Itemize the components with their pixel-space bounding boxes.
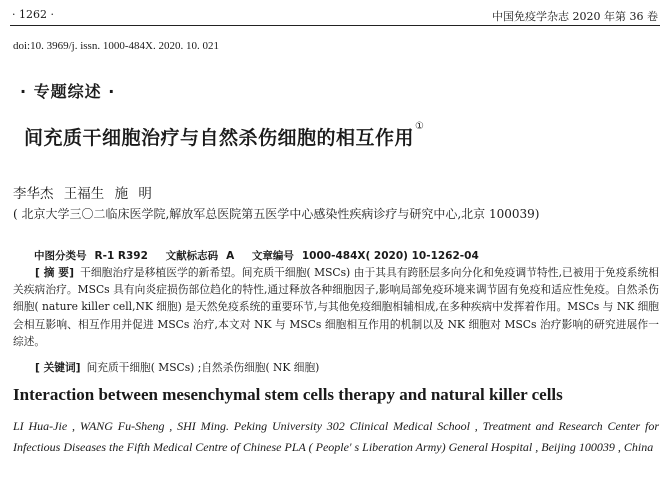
clc-value: R-1 R392: [94, 250, 148, 262]
article-title-text: 间充质干细胞治疗与自然杀伤细胞的相互作用: [24, 127, 415, 149]
doc-code-value: A: [226, 250, 235, 262]
affiliation: ( 北京大学三〇二临床医学院,解放军总医院第五医学中心感染性疾病诊疗与研究中心,北京 100039): [13, 207, 540, 221]
page-number: · 1262 ·: [12, 8, 54, 21]
authors: 李华杰 王福生 施 明: [13, 186, 152, 202]
keywords-text: 间充质干细胞( MSCs) ;自然杀伤细胞( NK 细胞): [86, 361, 320, 374]
journal-header: 中国免疫学杂志 2020 年第 36 卷: [492, 10, 658, 23]
abstract-label: [ 摘 要]: [35, 266, 74, 279]
article-no-label: 文章编号: [251, 250, 294, 262]
article-title: [24, 123, 424, 150]
section-label: · 专题综述 ·: [20, 82, 116, 101]
clc-label: 中图分类号: [34, 250, 87, 262]
article-no-value: 1000-484X( 2020) 10-1262-04: [301, 250, 479, 262]
title-footnote-marker: ①: [415, 121, 425, 132]
abstract-text: 干细胞治疗是移植医学的新希望。间充质干细胞( MSCs) 由于其具有跨胚层多向分化和免疫调节特性,已被用于免疫系统相关疾病治疗。MSCs 具有向炎症损伤部位趋化的特性,通过释放各种细胞因子,影响局部免疫环境来调节固有免疫和适应性免疫。自然杀伤细胞( nature killer cell,NK 细胞) 是天然免疫系统的重要环节,与其他免疫细胞相辅相成,在多种疾病中发挥着作用。MSCs 与 NK 细胞会相互影响、相互作用并促进 MSCs 治疗,本文对 NK 与 MSCs 细胞相互作用的机制以及 NK 细胞对 MSCs 治疗影响的研究进展作一综述。: [13, 266, 659, 348]
abstract: [13, 264, 659, 350]
english-title: Interaction between mesenchymal stem cells therapy and natural killer cells: [13, 385, 563, 404]
header-rule: [10, 25, 660, 26]
keywords-label: [ 关键词]: [35, 361, 81, 374]
keywords: [13, 360, 319, 375]
english-affiliation: LI Hua-Jie , WANG Fu-Sheng , SHI Ming. Peking University 302 Clinical Medical School , Treatment and Research Center for Infectious Diseases the Fifth Medical Centre of Chinese PLA ( People' s Liberation Army) General Hospital , Beijing 100039 , China: [13, 419, 659, 454]
classification-line: [34, 248, 493, 263]
doi: doi:10. 3969/j. issn. 1000-484X. 2020. 10. 021: [13, 40, 219, 52]
doc-code-label: 文献标志码: [165, 250, 219, 262]
